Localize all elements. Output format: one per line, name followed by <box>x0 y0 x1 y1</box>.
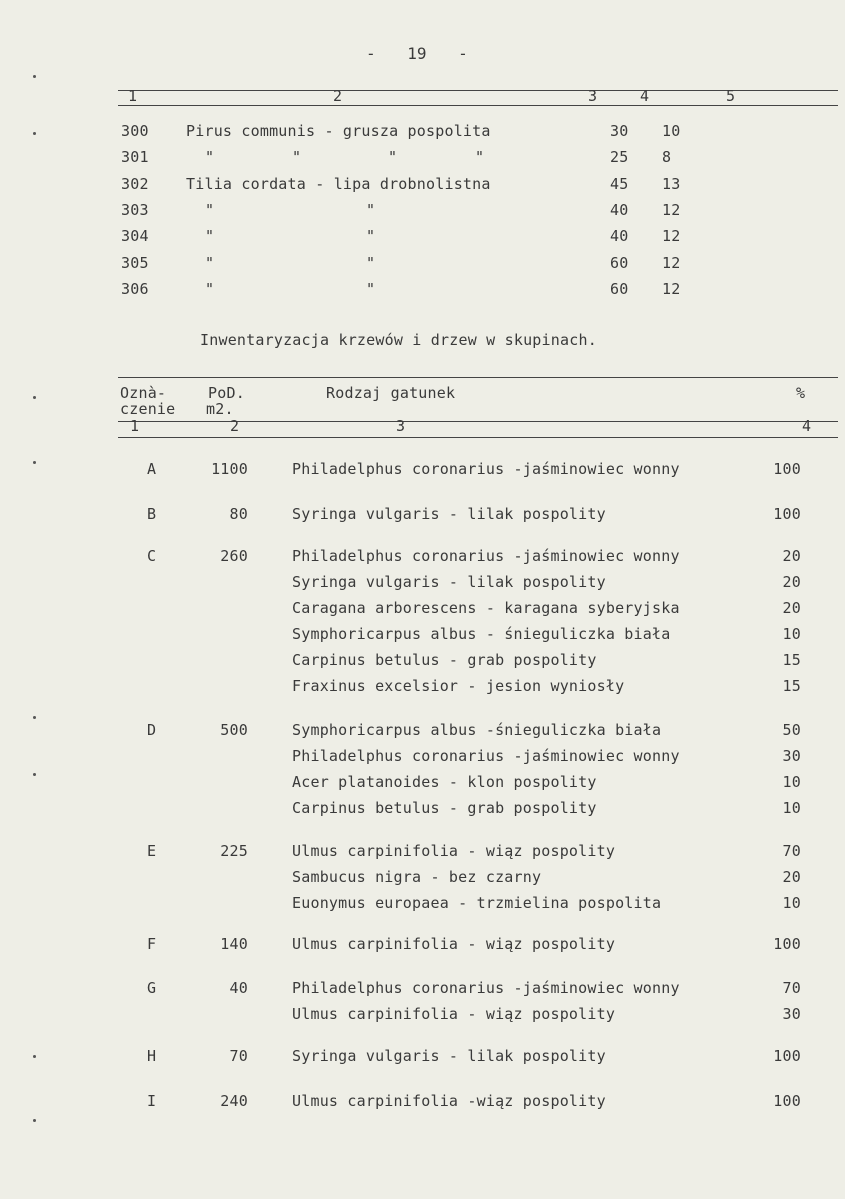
species-entry: Symphoricarpus albus -śnieguliczka biała <box>292 721 662 739</box>
table1-row-number: 306 <box>121 279 149 298</box>
ditto-mark: " <box>366 279 376 298</box>
table1-column-number: 4 <box>640 87 650 105</box>
species-percent: 50 <box>782 721 801 739</box>
ditto-mark: " <box>475 148 485 167</box>
margin-dot <box>33 396 36 399</box>
table2-column-number: 2 <box>230 417 240 435</box>
species-entry: Philadelphus coronarius -jaśminowiec wonny <box>292 460 680 478</box>
group-id: G <box>147 979 157 997</box>
ditto-mark: " <box>366 227 376 246</box>
table1-row-number: 304 <box>121 227 149 246</box>
species-entry: Ulmus carpinifolia -wiąz pospolity <box>292 1092 606 1110</box>
species-entry: Philadelphus coronarius -jaśminowiec wonny <box>292 747 680 765</box>
table2-column-number: 1 <box>130 417 140 435</box>
ditto-mark: " <box>205 200 215 219</box>
species-percent: 10 <box>782 799 801 817</box>
ditto-mark: " <box>205 148 215 167</box>
table1-species-name: Pirus communis - grusza pospolita <box>186 122 491 140</box>
ditto-mark: " <box>205 279 215 298</box>
margin-dot <box>33 461 36 464</box>
species-entry: Sambucus nigra - bez czarny <box>292 868 542 886</box>
table1-col3-value: 45 <box>610 174 629 193</box>
table1-header-rule <box>118 105 838 106</box>
species-entry: Philadelphus coronarius -jaśminowiec wonny <box>292 979 680 997</box>
group-id: F <box>147 935 157 953</box>
table1-col3-value: 60 <box>610 279 629 298</box>
species-percent: 10 <box>782 773 801 791</box>
ditto-mark: " <box>292 148 302 167</box>
page-number: - 19 - <box>366 44 468 63</box>
species-percent: 70 <box>782 979 801 997</box>
species-percent: 15 <box>782 677 801 695</box>
species-entry: Syringa vulgaris - lilak pospolity <box>292 505 606 523</box>
header-oznaczenie-cont: czenie <box>120 400 176 418</box>
table1-col4-value: 12 <box>662 279 681 298</box>
margin-dot <box>33 75 36 78</box>
table2-column-number: 4 <box>802 417 812 435</box>
species-percent: 20 <box>782 573 801 591</box>
table1-col4-value: 10 <box>662 122 681 140</box>
group-area: 80 <box>229 505 248 523</box>
species-entry: Fraxinus excelsior - jesion wyniosły <box>292 677 625 695</box>
ditto-mark: " <box>366 253 376 272</box>
table1-col3-value: 40 <box>610 227 629 246</box>
table1-col3-value: 25 <box>610 148 629 167</box>
group-area: 40 <box>229 979 248 997</box>
table1-col3-value: 40 <box>610 200 629 219</box>
species-percent: 20 <box>782 547 801 565</box>
species-percent: 10 <box>782 625 801 643</box>
table1-species-name: Tilia cordata - lipa drobnolistna <box>186 174 491 193</box>
species-percent: 100 <box>773 1092 801 1110</box>
group-id: A <box>147 460 157 478</box>
species-entry: Ulmus carpinifolia - wiąz pospolity <box>292 935 616 953</box>
margin-dot <box>33 132 36 135</box>
group-id: H <box>147 1047 157 1065</box>
group-area: 1100 <box>211 460 248 478</box>
table1-row-number: 302 <box>121 174 149 193</box>
group-id: D <box>147 721 157 739</box>
table1-col4-value: 12 <box>662 200 681 219</box>
table1-column-number: 5 <box>726 87 736 105</box>
section-title: Inwentaryzacja krzewów i drzew w skupinach. <box>200 331 597 349</box>
group-area: 240 <box>220 1092 248 1110</box>
species-percent: 30 <box>782 747 801 765</box>
ditto-mark: " <box>366 200 376 219</box>
group-area: 140 <box>220 935 248 953</box>
table1-row-number: 300 <box>121 122 149 140</box>
species-entry: Caragana arborescens - karagana syberyjska <box>292 599 680 617</box>
ditto-mark: " <box>388 148 398 167</box>
table1-col3-value: 60 <box>610 253 629 272</box>
ditto-mark: " <box>205 253 215 272</box>
species-percent: 10 <box>782 894 801 912</box>
species-percent: 15 <box>782 651 801 669</box>
table1-column-number: 3 <box>588 87 598 105</box>
table2-column-number: 3 <box>396 417 406 435</box>
species-entry: Ulmus carpinifolia - wiąz pospolity <box>292 1005 616 1023</box>
table1-column-number: 1 <box>128 87 138 105</box>
group-area: 70 <box>229 1047 248 1065</box>
species-percent: 100 <box>773 1047 801 1065</box>
header-area-unit: m2. <box>206 400 234 418</box>
species-entry: Syringa vulgaris - lilak pospolity <box>292 1047 606 1065</box>
header-species: Rodzaj gatunek <box>326 384 456 402</box>
table1-row-number: 303 <box>121 200 149 219</box>
species-entry: Philadelphus coronarius -jaśminowiec wonny <box>292 547 680 565</box>
group-area: 225 <box>220 842 248 860</box>
species-percent: 30 <box>782 1005 801 1023</box>
table2-top-rule <box>118 377 838 378</box>
species-entry: Syringa vulgaris - lilak pospolity <box>292 573 606 591</box>
table1-col4-value: 8 <box>662 148 672 167</box>
margin-dot <box>33 773 36 776</box>
group-id: C <box>147 547 157 565</box>
header-area: PoD. <box>208 384 245 402</box>
species-entry: Carpinus betulus - grab pospolity <box>292 651 597 669</box>
table1-col4-value: 12 <box>662 227 681 246</box>
species-entry: Acer platanoides - klon pospolity <box>292 773 597 791</box>
ditto-mark: " <box>205 227 215 246</box>
table2-number-rule <box>118 437 838 438</box>
margin-dot <box>33 716 36 719</box>
species-entry: Euonymus europaea - trzmielina pospolita <box>292 894 662 912</box>
species-entry: Ulmus carpinifolia - wiąz pospolity <box>292 842 616 860</box>
table1-col4-value: 12 <box>662 253 681 272</box>
species-percent: 70 <box>782 842 801 860</box>
table1-col3-value: 30 <box>610 122 629 140</box>
header-oznaczenie: Oznà- <box>120 384 167 402</box>
table2-header-rule <box>118 421 838 422</box>
species-percent: 20 <box>782 599 801 617</box>
margin-dot <box>33 1119 36 1122</box>
species-percent: 100 <box>773 505 801 523</box>
table1-col4-value: 13 <box>662 174 681 193</box>
table1-column-number: 2 <box>333 87 343 105</box>
group-id: I <box>147 1092 157 1110</box>
group-area: 260 <box>220 547 248 565</box>
species-entry: Symphoricarpus albus - śnieguliczka biała <box>292 625 671 643</box>
species-percent: 100 <box>773 460 801 478</box>
table1-row-number: 305 <box>121 253 149 272</box>
group-id: E <box>147 842 157 860</box>
header-percent: % <box>796 384 806 402</box>
margin-dot <box>33 1055 36 1058</box>
group-id: B <box>147 505 157 523</box>
table1-row-number: 301 <box>121 148 149 167</box>
species-percent: 100 <box>773 935 801 953</box>
species-percent: 20 <box>782 868 801 886</box>
species-entry: Carpinus betulus - grab pospolity <box>292 799 597 817</box>
group-area: 500 <box>220 721 248 739</box>
